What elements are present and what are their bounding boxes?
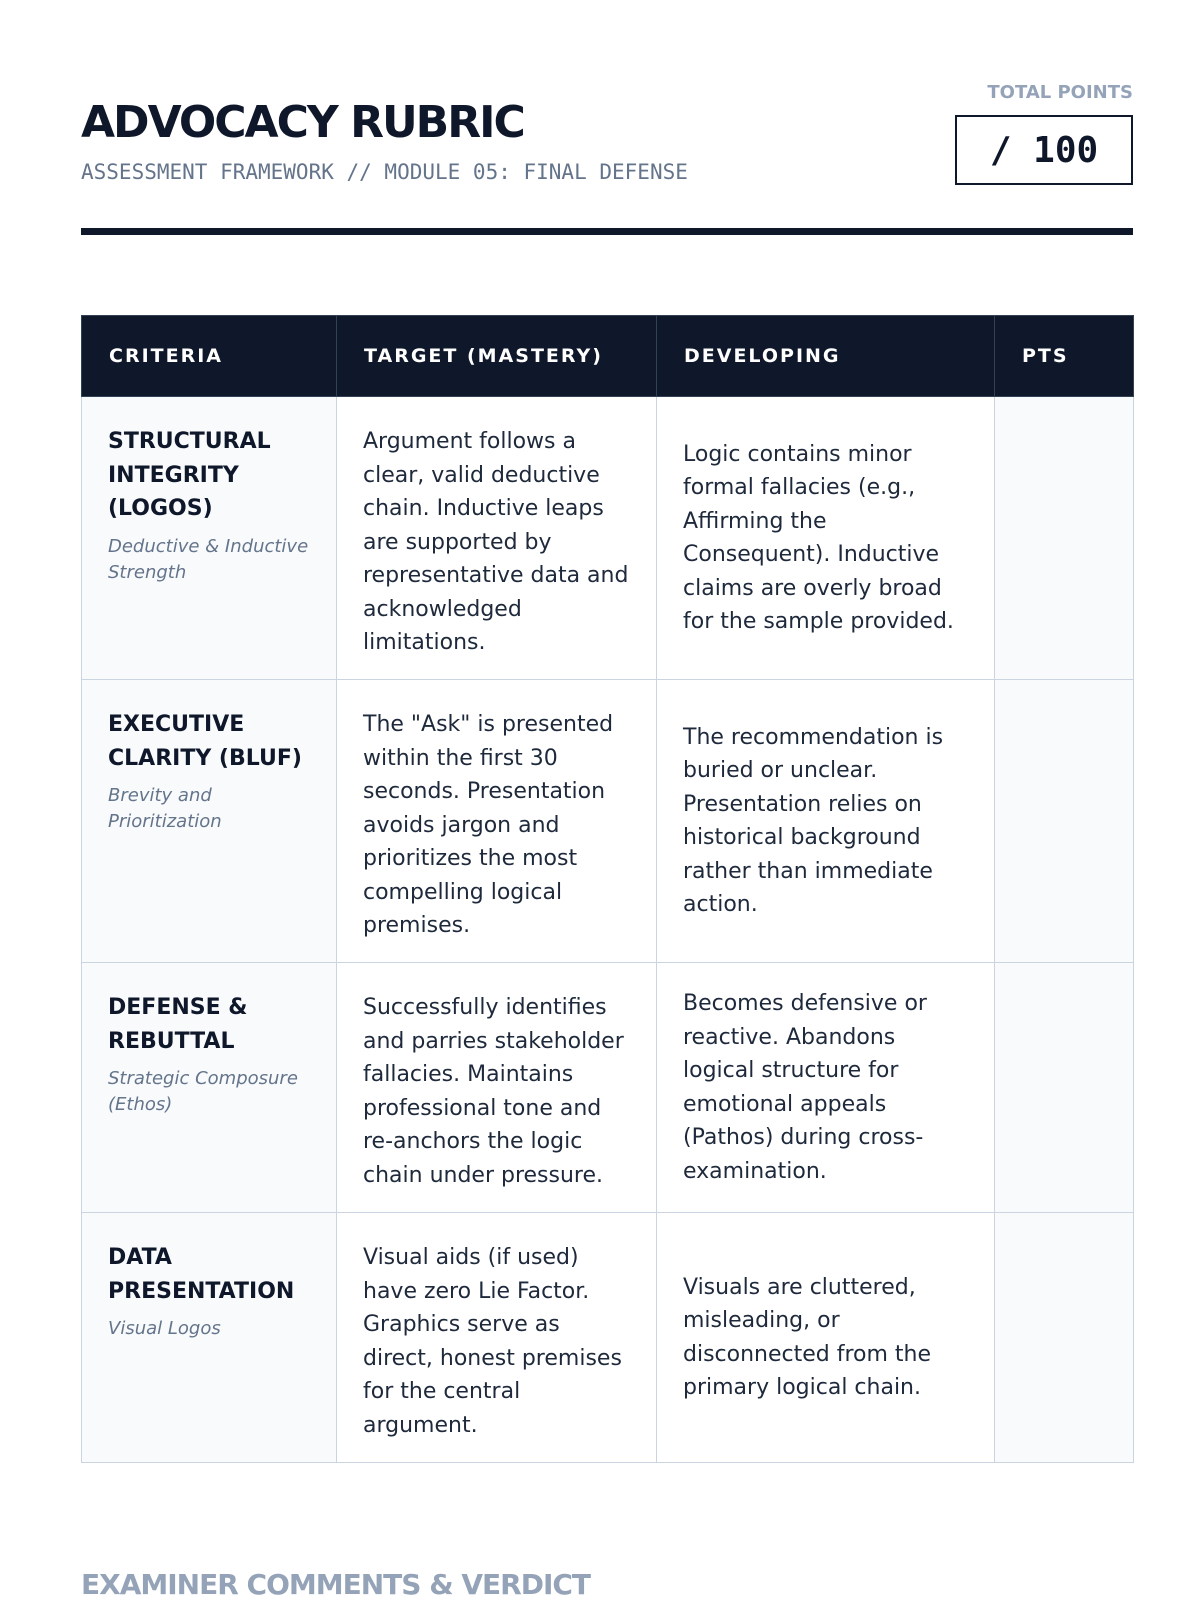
target-cell: Successfully identifies and parries stakeholder fallacies. Maintains professional tone and re-anchors the logic chain under pressure. — [337, 963, 657, 1213]
page-subtitle: ASSESSMENT FRAMEWORK // MODULE 05: FINAL DEFENSE — [81, 160, 688, 184]
criteria-subtitle: Strategic Composure (Ethos) — [108, 1068, 298, 1115]
column-header-criteria: CRITERIA — [82, 316, 337, 397]
criteria-cell — [82, 680, 337, 963]
column-header-pts: PTS — [995, 316, 1134, 397]
examiner-comments-heading: EXAMINER COMMENTS & VERDICT — [81, 1568, 591, 1601]
column-header-developing: DEVELOPING — [657, 316, 995, 397]
developing-cell: The recommendation is buried or unclear. Presentation relies on historical background rather than immediate action. — [657, 680, 995, 963]
criteria-cell — [82, 397, 337, 680]
criteria-name: STRUCTURAL INTEGRITY (LOGOS) — [108, 429, 271, 521]
criteria-subtitle: Visual Logos — [108, 1318, 221, 1339]
rubric-header — [81, 60, 1133, 236]
points-input-cell[interactable] — [995, 1213, 1134, 1463]
target-cell: The "Ask" is presented within the first 30 seconds. Presentation avoids jargon and prioritizes the most compelling logical premises. — [337, 680, 657, 963]
target-cell: Visual aids (if used) have zero Lie Factor. Graphics serve as direct, honest premises for the central argument. — [337, 1213, 657, 1463]
developing-cell: Logic contains minor formal fallacies (e.g., Affirming the Consequent). Inductive claims are overly broad for the sample provided. — [657, 397, 995, 680]
points-input-cell[interactable] — [995, 963, 1134, 1213]
points-input-cell[interactable] — [995, 397, 1134, 680]
page-title: ADVOCACY RUBRIC — [81, 97, 524, 148]
table-row — [82, 1213, 1134, 1463]
criteria-name: DATA PRESENTATION — [108, 1245, 295, 1304]
points-input-cell[interactable] — [995, 680, 1134, 963]
criteria-name: DEFENSE & REBUTTAL — [108, 995, 248, 1054]
table-row — [82, 963, 1134, 1213]
total-points-box[interactable]: / 100 — [955, 115, 1133, 185]
total-points-label: TOTAL POINTS — [987, 82, 1133, 103]
criteria-cell — [82, 963, 337, 1213]
table-row — [82, 680, 1134, 963]
column-header-target: TARGET (MASTERY) — [337, 316, 657, 397]
criteria-name: EXECUTIVE CLARITY (BLUF) — [108, 712, 302, 771]
criteria-cell — [82, 1213, 337, 1463]
criteria-subtitle: Deductive & Inductive Strength — [108, 535, 309, 583]
developing-cell: Becomes defensive or reactive. Abandons logical structure for emotional appeals (Pathos) during cross-examination. — [657, 963, 995, 1213]
header-divider — [81, 228, 1133, 235]
criteria-subtitle: Brevity and Prioritization — [108, 785, 222, 832]
developing-cell: Visuals are cluttered, misleading, or disconnected from the primary logical chain. — [657, 1213, 995, 1463]
table-row — [82, 397, 1134, 680]
target-cell: Argument follows a clear, valid deductive chain. Inductive leaps are supported by representative data and acknowledged limitations. — [337, 397, 657, 680]
table-header-row — [82, 316, 1134, 397]
rubric-table — [81, 315, 1134, 1463]
